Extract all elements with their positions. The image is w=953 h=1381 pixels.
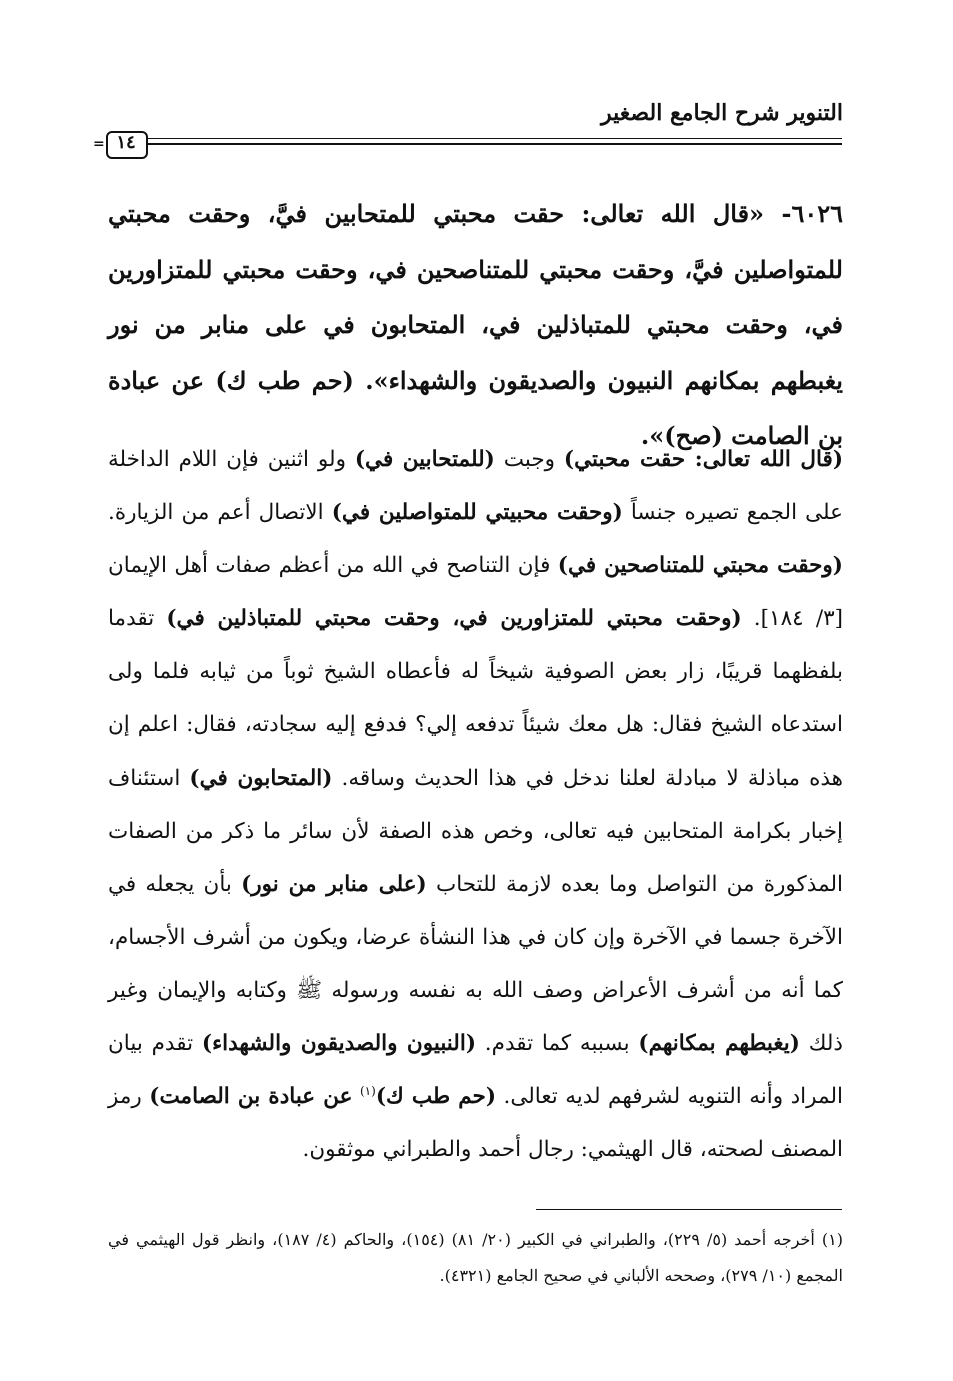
commentary-run: تقدما بلفظهما قريبًا، زار بعض الصوفية شيخاً له فأعطاه الشيخ ثوباً من ثيابه فلما ولى استدعاه الشيخ فقال: هل معك شيئاً تدفعه إلي؟ فدفع إليه سجادته، فقال: اعلم إن هذه مباذلة لا مبادلة لعلنا ندخل في هذا الحديث وساقه. [108, 606, 844, 791]
hadith-body: «قال الله تعالى: حقت محبتي للمتحابين فيَّ، وحقت محبتي للمتواصلين فيَّ، وحقت محبتي للمتناصحين في، وحقت محبتي للمتزاورين في، وحقت محبتي للمتباذلين في، المتحابون في على منابر من نور يغبطهم بمكانهم النبيون والصديقون والشهداء». (حم طب ك) عن عبادة بن الصامت (صح)». [108, 199, 843, 451]
commentary-run [352, 1084, 360, 1109]
hadith-text [108, 186, 843, 464]
commentary-quote: (يغبطهم بمكانهم) [638, 1031, 800, 1057]
commentary-quote: (حم طب ك) [375, 1084, 496, 1110]
commentary-run: بأن يجعله في الآخرة جسما في الآخرة وإن كان في هذا النشأة عرضا، ويكون من أشرف الأجسام، كما أنه من أشرف الأعراض وصف الله به نفسه ورسوله ﷺ وكتابه والإيمان وغير ذلك [108, 871, 844, 1057]
commentary-quote: (النبيون والصديقون والشهداء) [201, 1031, 476, 1057]
commentary-quote: (على منابر من نور) [241, 871, 427, 897]
page-number-badge [104, 129, 148, 159]
commentary-run: رمز المصنف لصحته، قال الهيثمي: رجال أحمد والطبراني موثقون. [108, 1084, 843, 1163]
footnote-reference: (١) [359, 1083, 376, 1098]
commentary-quote: (وحقت محبتي للمتناصحين في) [557, 553, 843, 579]
running-title: التنوير شرح الجامع الصغير [601, 100, 843, 126]
commentary-quote: (وحقت محبيتي للمتواصلين في) [331, 500, 623, 526]
commentary-run: الاتصال أعم من الزيارة. [108, 500, 332, 526]
header-rule-thin [125, 138, 842, 139]
commentary-quote: (للمتحابين في) [354, 447, 495, 472]
commentary-quote: (قال الله تعالى: حقت محبتي) [563, 447, 843, 472]
commentary-run: ولو اثنين فإن اللام الداخلة على الجمع تصيره جنساً [108, 447, 843, 526]
commentary-text [108, 433, 843, 1176]
commentary-run: بسببه كما تقدم. [476, 1031, 639, 1057]
footnote-separator [536, 1209, 842, 1210]
header-rule-thick [125, 143, 842, 145]
footnote: (١) أخرجه أحمد (٥/ ٢٢٩)، والطبراني في الكبير (٢٠/ ٨١) (١٥٤)، والحاكم (٤/ ١٨٧)، وانظر قول الهيثمي في المجمع (١٠/ ٢٧٩)، وصححه الألباني في صحيح الجامع (٤٣٢١). [108, 1230, 843, 1285]
commentary-run: استئناف إخبار بكرامة المتحابين فيه تعالى، وخص هذه الصفة لأن سائر ما ذكر من الصفات المذكورة من التواصل وما بعده لازمة للتحاب [108, 765, 844, 897]
hadith-number: ٦٠٢٦- [764, 199, 843, 228]
page-number: ١٤ [116, 132, 136, 153]
commentary-run: فإن التناصح في الله من أعظم صفات أهل الإيمان [٣/ ١٨٤]. [108, 553, 844, 632]
commentary-quote: (المتحابون في) [189, 765, 333, 791]
commentary-run: تقدم بيان المراد وأنه التنويه لشرفهم لديه تعالى. [108, 1031, 843, 1110]
header-edge-mark: = [93, 136, 105, 152]
commentary-run: وجبت [494, 447, 564, 472]
commentary-quote: (وحقت محبتي للمتزاورين في، وحقت محبتي للمتباذلين في) [166, 606, 742, 632]
commentary-quote: عن عبادة بن الصامت) [149, 1084, 353, 1110]
